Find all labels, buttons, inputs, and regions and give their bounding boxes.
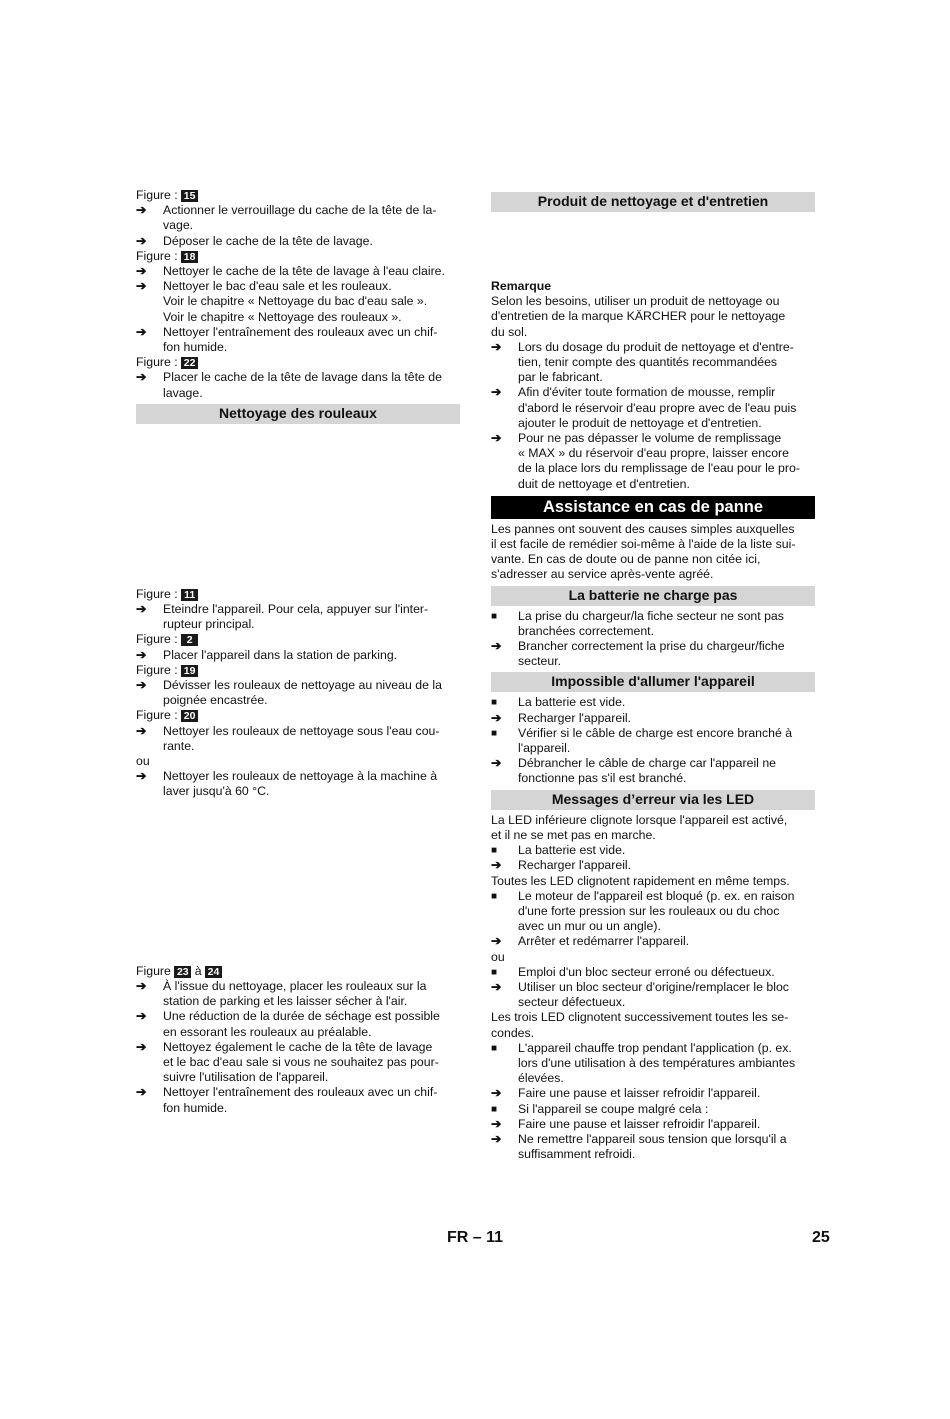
instruction-item: ➔ Dévisser les rouleaux de nettoyage au niveau de la poignée encastrée. <box>136 678 442 708</box>
blank-space <box>136 427 460 587</box>
arrow-icon: ➔ <box>491 639 502 654</box>
instruction-item: ➔ Nettoyez également le cache de la tête de lavage et le bac d'eau sale si vous ne souhaitez pas pour- suivre l'utilisation de l'appareil. <box>136 1039 439 1085</box>
instruction-item: ➔ Déposer le cache de la tête de lavage. <box>136 233 373 248</box>
footer-section-code: FR – 11 <box>446 1229 504 1246</box>
figure-number: 18 <box>181 251 198 263</box>
square-bullet-icon: ■ <box>491 890 498 902</box>
figure-number: 19 <box>181 665 198 677</box>
square-bullet-icon: ■ <box>491 1042 498 1054</box>
arrow-icon: ➔ <box>136 370 147 385</box>
arrow-icon: ➔ <box>491 385 502 400</box>
instruction-item: ➔ Ne remettre l'appareil sous tension que lorsqu'il a suffisamment refroidi. <box>491 1131 787 1162</box>
square-bullet-icon: ■ <box>491 697 498 709</box>
square-bullet-icon: ■ <box>491 610 498 622</box>
figure-number: 11 <box>181 589 198 601</box>
note-text: Selon les besoins, utiliser un produit de nettoyage ou d'entretien de la marque KÄRCHER pour le nettoyage du sol. <box>491 294 786 339</box>
square-bullet-icon: ■ <box>491 845 498 857</box>
figure-number: 24 <box>205 966 222 978</box>
instruction-item: ➔ Brancher correctement la prise du chargeur/fiche secteur. <box>491 639 785 669</box>
or-text: ou <box>491 949 505 964</box>
instruction-item: ➔ Recharger l'appareil. <box>491 710 632 725</box>
chapter-heading-assistance: Assistance en cas de panne <box>491 496 815 519</box>
arrow-icon: ➔ <box>136 678 147 693</box>
blank-space <box>491 215 815 279</box>
arrow-icon: ➔ <box>136 203 147 218</box>
instruction-item: ➔ Placer l'appareil dans la station de parking. <box>136 647 398 662</box>
figure-ref: Figure : 15 <box>136 188 460 203</box>
figure-ref: Figure : 19 <box>136 663 460 678</box>
paragraph: Les trois LED clignotent successivement toutes les se- condes. <box>491 1010 789 1040</box>
instruction-item: ➔ Nettoyer les rouleaux de nettoyage sous l'eau cou- rante. <box>136 723 440 753</box>
arrow-icon: ➔ <box>491 1131 502 1146</box>
section-heading-allumer: Impossible d'allumer l'appareil <box>491 672 815 692</box>
arrow-icon: ➔ <box>491 431 502 446</box>
figure-ref: Figure : 2 <box>136 632 460 647</box>
cause-item: ■ Vérifier si le câble de charge est encore branché à l'appareil. <box>491 725 793 756</box>
arrow-icon: ➔ <box>136 647 147 662</box>
instruction-item: ➔ Utiliser un bloc secteur d'origine/remplacer le bloc secteur défectueux. <box>491 979 789 1010</box>
cause-item: ■ Si l'appareil se coupe malgré cela : <box>491 1101 709 1116</box>
cause-item: ■ La prise du chargeur/la fiche secteur ne sont pas branchées correctement. <box>491 608 784 638</box>
arrow-icon: ➔ <box>136 602 147 617</box>
arrow-icon: ➔ <box>136 279 147 294</box>
figure-ref: Figure : 18 <box>136 249 460 264</box>
cause-item: ■ L'appareil chauffe trop pendant l'application (p. ex. lors d'une utilisation à des températures ambiantes élevées. <box>491 1040 796 1086</box>
blank-space <box>136 800 460 964</box>
figure-number: 15 <box>181 190 198 202</box>
arrow-icon: ➔ <box>491 979 502 994</box>
instruction-item: ➔ Lors du dosage du produit de nettoyage et d'entre- tien, tenir compte des quantités recommandées par le fabricant. <box>491 339 794 385</box>
instruction-item: ➔ Recharger l'appareil. <box>491 858 632 873</box>
arrow-icon: ➔ <box>136 769 147 784</box>
square-bullet-icon: ■ <box>491 727 498 739</box>
page-number: 25 <box>812 1229 830 1246</box>
instruction-item: ➔ Nettoyer l'entraînement des rouleaux avec un chif- fon humide. <box>136 1085 438 1115</box>
instruction-item: ➔ Arrêter et redémarrer l'appareil. <box>491 934 690 949</box>
figure-number: 22 <box>181 357 198 369</box>
paragraph: Les pannes ont souvent des causes simples auxquelles il est facile de remédier soi-même à l'aide de la liste sui- vante. En cas de doute ou de panne non citée ici, s'adresser au service après-vente agréé. <box>491 521 796 582</box>
square-bullet-icon: ■ <box>491 966 498 978</box>
figure-number: 2 <box>181 634 198 646</box>
instruction-item: ➔ Une réduction de la durée de séchage est possible en essorant les rouleaux au préalable. <box>136 1009 440 1039</box>
instruction-item: ➔ Nettoyer les rouleaux de nettoyage à la machine à laver jusqu'à 60 °C. <box>136 769 438 799</box>
cause-item: ■ Le moteur de l'appareil est bloqué (p. ex. en raison d'une forte pression sur les rouleaux ou du choc avec un mur ou un angle). <box>491 888 795 934</box>
arrow-icon: ➔ <box>491 1086 502 1101</box>
arrow-icon: ➔ <box>136 1085 147 1100</box>
instruction-item: ➔ Faire une pause et laisser refroidir l'appareil. <box>491 1116 761 1131</box>
arrow-icon: ➔ <box>136 324 147 339</box>
arrow-icon: ➔ <box>136 978 147 993</box>
arrow-icon: ➔ <box>491 710 502 725</box>
arrow-icon: ➔ <box>491 339 502 354</box>
instruction-item: ➔ Actionner le verrouillage du cache de la tête de la- vage. <box>136 203 437 233</box>
paragraph: La LED inférieure clignote lorsque l'appareil est activé, et il ne se met pas en marche. <box>491 812 788 842</box>
section-heading-rouleaux: Nettoyage des rouleaux <box>136 404 460 424</box>
arrow-icon: ➔ <box>491 1116 502 1131</box>
instruction-item: ➔ Nettoyer le bac d'eau sale et les rouleaux. Voir le chapitre « Nettoyage du bac d'eau sale ». Voir le chapitre « Nettoyage des rouleaux ». <box>136 279 428 324</box>
instruction-item: ➔ Pour ne pas dépasser le volume de remplissage « MAX » du réservoir d'eau propre, laisser encore de la place lors du remplissage de l'eau pour le pro- duit de nettoyage et d'entretien. <box>491 431 800 491</box>
arrow-icon: ➔ <box>136 1009 147 1024</box>
cause-item: ■ La batterie est vide. <box>491 843 626 858</box>
paragraph: Toutes les LED clignotent rapidement en même temps. <box>491 873 790 888</box>
figure-ref: Figure : 22 <box>136 355 460 370</box>
section-heading-led: Messages d’erreur via les LED <box>491 790 815 810</box>
arrow-icon: ➔ <box>136 264 147 279</box>
cause-item: ■ La batterie est vide. <box>491 695 626 710</box>
note-title: Remarque <box>491 279 552 293</box>
figure-number: 23 <box>174 966 191 978</box>
instruction-item: ➔ Nettoyer le cache de la tête de lavage à l'eau claire. <box>136 264 445 279</box>
figure-ref: Figure : 20 <box>136 708 460 723</box>
instruction-item: ➔ Débrancher le câble de charge car l'appareil ne fonctionne pas s'il est branché. <box>491 756 777 786</box>
instruction-item: ➔ Placer le cache de la tête de lavage dans la tête de lavage. <box>136 370 442 400</box>
right-column <box>491 188 815 1162</box>
cause-item: ■ Emploi d'un bloc secteur erroné ou défectueux. <box>491 964 775 979</box>
square-bullet-icon: ■ <box>491 1103 498 1115</box>
figure-number: 20 <box>181 710 198 722</box>
left-column <box>136 188 460 1116</box>
arrow-icon: ➔ <box>491 756 502 771</box>
arrow-icon: ➔ <box>136 233 147 248</box>
instruction-item: ➔ Faire une pause et laisser refroidir l'appareil. <box>491 1086 761 1101</box>
instruction-item: ➔ Afin d'éviter toute formation de mousse, remplir d'abord le réservoir d'eau propre avec de l'eau puis ajouter le produit de nettoyage et d'entretien. <box>491 385 797 430</box>
arrow-icon: ➔ <box>491 858 502 873</box>
section-heading-produit: Produit de nettoyage et d'entretien <box>491 192 815 212</box>
arrow-icon: ➔ <box>136 1039 147 1054</box>
figure-ref: Figure : 11 <box>136 587 460 602</box>
arrow-icon: ➔ <box>491 934 502 949</box>
instruction-item: ➔ Eteindre l'appareil. Pour cela, appuyer sur l'inter- rupteur principal. <box>136 602 429 632</box>
instruction-item: ➔ À l'issue du nettoyage, placer les rouleaux sur la station de parking et les laisser sécher à l'air. <box>136 978 427 1009</box>
section-heading-batterie: La batterie ne charge pas <box>491 586 815 606</box>
instruction-item: ➔ Nettoyer l'entraînement des rouleaux avec un chif- fon humide. <box>136 324 438 355</box>
arrow-icon: ➔ <box>136 723 147 738</box>
or-text: ou <box>136 754 150 769</box>
figure-ref: Figure 23 à 24 <box>136 964 460 979</box>
